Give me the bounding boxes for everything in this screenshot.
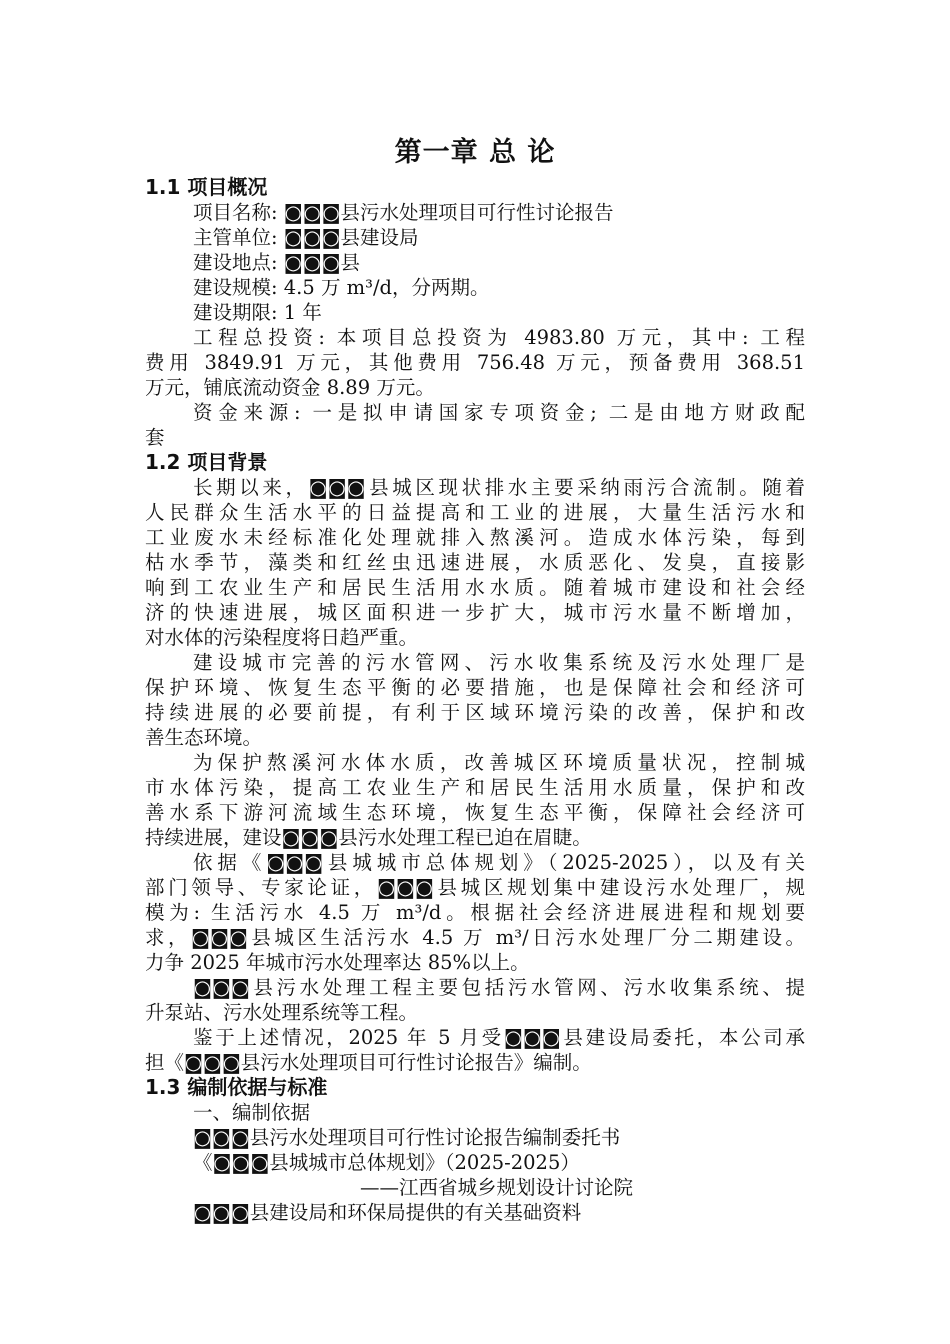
paragraph-line: 依据《◙◙◙县城城市总体规划》（2025-2025），以及有关 — [193, 851, 805, 874]
paragraph-line: 工业废水未经标准化处理就排入熬溪河。造成水体污染，每到 — [145, 526, 805, 549]
paragraph-line: 响到工农业生产和居民生活用水水质。随着城市建设和社会经 — [145, 576, 805, 599]
paragraph-line: 持续进展，建设◙◙◙县污水处理工程已迫在眉睫。 — [145, 826, 592, 849]
location-line: 建设地点: ◙◙◙县 — [193, 251, 361, 274]
investment-line: 费用 3849.91 万元，其他费用 756.48 万元，预备费用 368.51 — [145, 351, 805, 374]
basis-item: ◙◙◙县建设局和环保局提供的有关基础资料 — [193, 1201, 582, 1224]
basis-item: 《◙◙◙县城城市总体规划》（2025-2025） — [193, 1151, 580, 1174]
paragraph-line: 济的快速进展，城区面积进一步扩大，城市污水量不断增加， — [145, 601, 805, 624]
paragraph-line: 模为: 生活污水 4.5 万 m³/d。根据社会经济进展进程和规划要 — [145, 901, 805, 924]
section-heading-1-3: 1.3 编制依据与标准 — [145, 1075, 328, 1099]
paragraph-line: 求，◙◙◙县城区生活污水 4.5 万 m³/日污水处理厂分二期建设。 — [145, 926, 805, 949]
paragraph-line: 升泵站、污水处理系统等工程。 — [145, 1001, 419, 1024]
paragraph-line: 持续进展的必要前提，有利于区域环境污染的改善，保护和改 — [145, 701, 805, 724]
funding-line: 资金来源: 一是拟申请国家专项资金; 二是由地方财政配 — [193, 401, 805, 424]
paragraph-line: 善水系下游河流域生态环境，恢复生态平衡，保障社会经济可 — [145, 801, 805, 824]
paragraph-line: 长期以来，◙◙◙县城区现状排水主要采纳雨污合流制。随着 — [193, 476, 805, 499]
investment-line: 万元，铺底流动资金 8.89 万元。 — [145, 376, 435, 399]
paragraph-line: 枯水季节，藻类和红丝虫迅速进展，水质恶化、发臭，直接影 — [145, 551, 805, 574]
project-name-line: 项目名称: ◙◙◙县污水处理项目可行性讨论报告 — [193, 201, 614, 224]
scale-line: 建设规模: 4.5 万 m³/d，分两期。 — [193, 276, 490, 299]
basis-item: ◙◙◙县污水处理项目可行性讨论报告编制委托书 — [193, 1126, 621, 1149]
paragraph-line: 市水体污染，提高工农业生产和居民生活用水质量，保护和改 — [145, 776, 805, 799]
section-heading-1-1: 1.1 项目概况 — [145, 175, 268, 199]
paragraph-line: 建设城市完善的污水管网、污水收集系统及污水处理厂是 — [193, 651, 805, 674]
authority-line: 主管单位: ◙◙◙县建设局 — [193, 226, 419, 249]
paragraph-line: 部门领导、专家论证，◙◙◙县城区规划集中建设污水处理厂，规 — [145, 876, 805, 899]
basis-item-source: ——江西省城乡规划设计讨论院 — [360, 1176, 634, 1199]
paragraph-line: 人民群众生活水平的日益提高和工业的进展，大量生活污水和 — [145, 501, 805, 524]
investment-line: 工程总投资: 本项目总投资为 4983.80 万元，其中: 工程 — [193, 326, 805, 349]
paragraph-line: 对水体的污染程度将日趋严重。 — [145, 626, 419, 649]
paragraph-line: 为保护熬溪河水体水质，改善城区环境质量状况，控制城 — [193, 751, 805, 774]
chapter-title: 第一章 总 论 — [394, 137, 556, 168]
paragraph-line: 担《◙◙◙县污水处理项目可行性讨论报告》编制。 — [145, 1051, 592, 1074]
paragraph-line: 力争 2025 年城市污水处理率达 85%以上。 — [145, 951, 530, 974]
paragraph-line: ◙◙◙县污水处理工程主要包括污水管网、污水收集系统、提 — [193, 976, 805, 999]
section-heading-1-2: 1.2 项目背景 — [145, 450, 268, 474]
paragraph-line: 善生态环境。 — [145, 726, 263, 749]
period-line: 建设期限: 1 年 — [193, 301, 322, 324]
paragraph-line: 保护环境、恢复生态平衡的必要措施，也是保障社会和经济可 — [145, 676, 805, 699]
funding-line: 套 — [145, 426, 165, 449]
paragraph-line: 鉴于上述情况，2025 年 5 月受◙◙◙县建设局委托，本公司承 — [193, 1026, 805, 1049]
subheading: 一、编制依据 — [193, 1101, 311, 1124]
